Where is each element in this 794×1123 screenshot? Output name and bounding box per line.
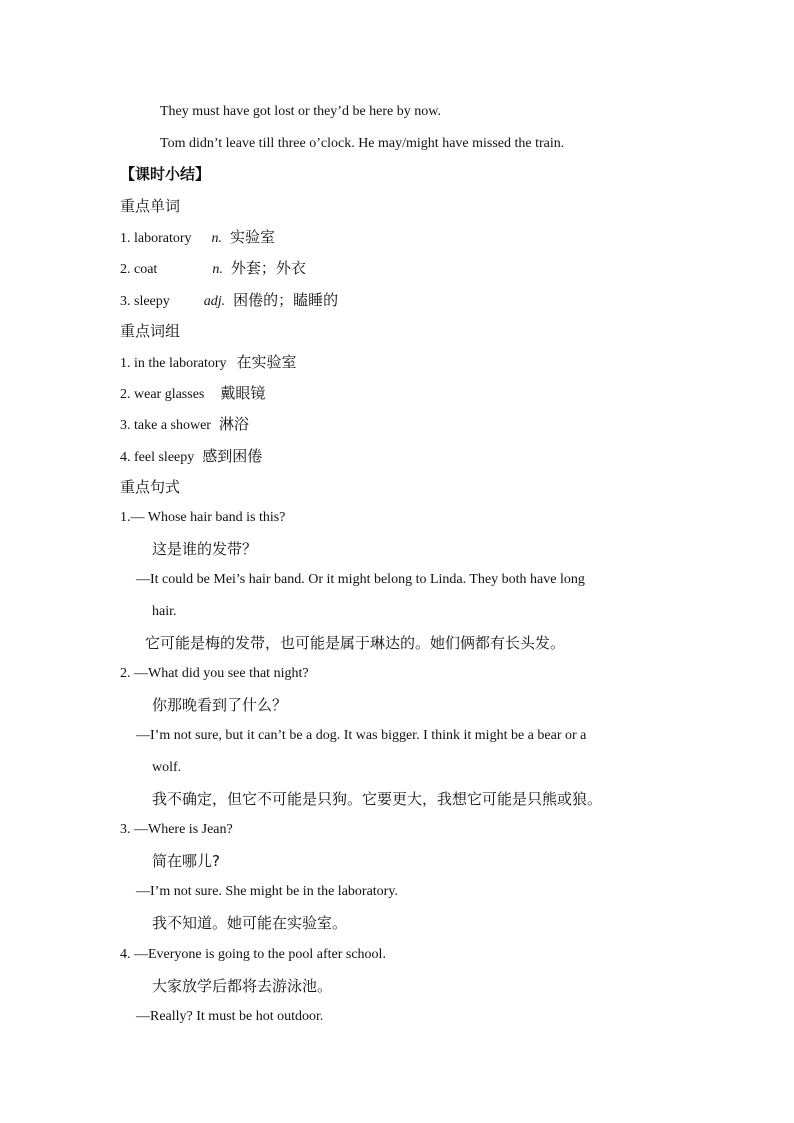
sentence-3-answer-zh: 我不知道。她可能在实验室。 xyxy=(152,914,348,932)
phrase-item-1 xyxy=(120,353,297,373)
intro-sentence-1: They must have got lost or they’d be here by now. xyxy=(160,104,441,119)
word-meaning: 实验室 xyxy=(230,228,276,246)
word-pos: n. xyxy=(212,262,223,277)
sentence-1-question: 1.— Whose hair band is this? xyxy=(120,510,286,525)
word-pos: adj. xyxy=(203,294,226,309)
phrase-en: 2. wear glasses xyxy=(120,387,205,402)
word-meaning: 外套；外衣 xyxy=(230,259,306,277)
sentence-4-answer: —Really? It must be hot outdoor. xyxy=(136,1009,324,1024)
phrase-zh: 感到困倦 xyxy=(202,447,263,465)
phrase-zh: 在实验室 xyxy=(236,353,297,371)
phrase-zh: 戴眼镜 xyxy=(220,384,266,402)
word-item-1 xyxy=(120,228,275,248)
sentence-1-answer-cont: hair. xyxy=(152,604,177,619)
sentence-2-question: 2. —What did you see that night? xyxy=(120,666,309,681)
word-term: 2. coat xyxy=(120,262,158,277)
sentence-3-answer: —I’m not sure. She might be in the laboratory. xyxy=(136,884,398,899)
sentence-3-question-zh: 简在哪儿? xyxy=(152,852,220,870)
intro-sentence-2: Tom didn’t leave till three o’clock. He may/might have missed the train. xyxy=(160,136,565,151)
phrase-en: 1. in the laboratory xyxy=(120,356,227,371)
phrase-item-4 xyxy=(120,447,262,467)
summary-title: 【课时小结】 xyxy=(120,165,211,183)
word-term: 3. sleepy xyxy=(120,294,170,309)
sentence-1-answer-zh: 它可能是梅的发带，也可能是属于琳达的。她们俩都有长头发。 xyxy=(145,634,566,652)
words-heading: 重点单词 xyxy=(120,197,181,215)
phrase-item-3 xyxy=(120,415,249,435)
sentences-heading: 重点句式 xyxy=(120,478,181,496)
word-item-2 xyxy=(120,259,306,279)
sentence-3-question: 3. —Where is Jean? xyxy=(120,822,233,837)
sentence-1-question-zh: 这是谁的发带？ xyxy=(152,540,258,558)
sentence-2-answer: —I’m not sure, but it can’t be a dog. It was bigger. I think it might be a bear or a xyxy=(136,728,587,743)
phrase-en: 3. take a shower xyxy=(120,418,211,433)
phrase-en: 4. feel sleepy xyxy=(120,450,195,465)
phrase-item-2 xyxy=(120,384,265,404)
phrase-zh: 淋浴 xyxy=(218,415,249,433)
sentence-2-question-zh: 你那晚看到了什么？ xyxy=(152,696,288,714)
word-meaning: 困倦的；瞌睡的 xyxy=(233,291,339,309)
phrases-heading: 重点词组 xyxy=(120,322,181,340)
word-pos: n. xyxy=(211,231,223,246)
sentence-4-question-zh: 大家放学后都将去游泳池。 xyxy=(152,977,333,995)
sentence-4-question: 4. —Everyone is going to the pool after school. xyxy=(120,947,386,962)
word-item-3 xyxy=(120,291,338,311)
sentence-2-answer-cont: wolf. xyxy=(152,760,182,775)
word-term: 1. laboratory xyxy=(120,231,192,246)
sentence-2-answer-zh: 我不确定，但它不可能是只狗。它要更大，我想它可能是只熊或狼。 xyxy=(152,790,603,808)
sentence-1-answer: —It could be Mei’s hair band. Or it might belong to Linda. They both have long xyxy=(136,572,585,587)
